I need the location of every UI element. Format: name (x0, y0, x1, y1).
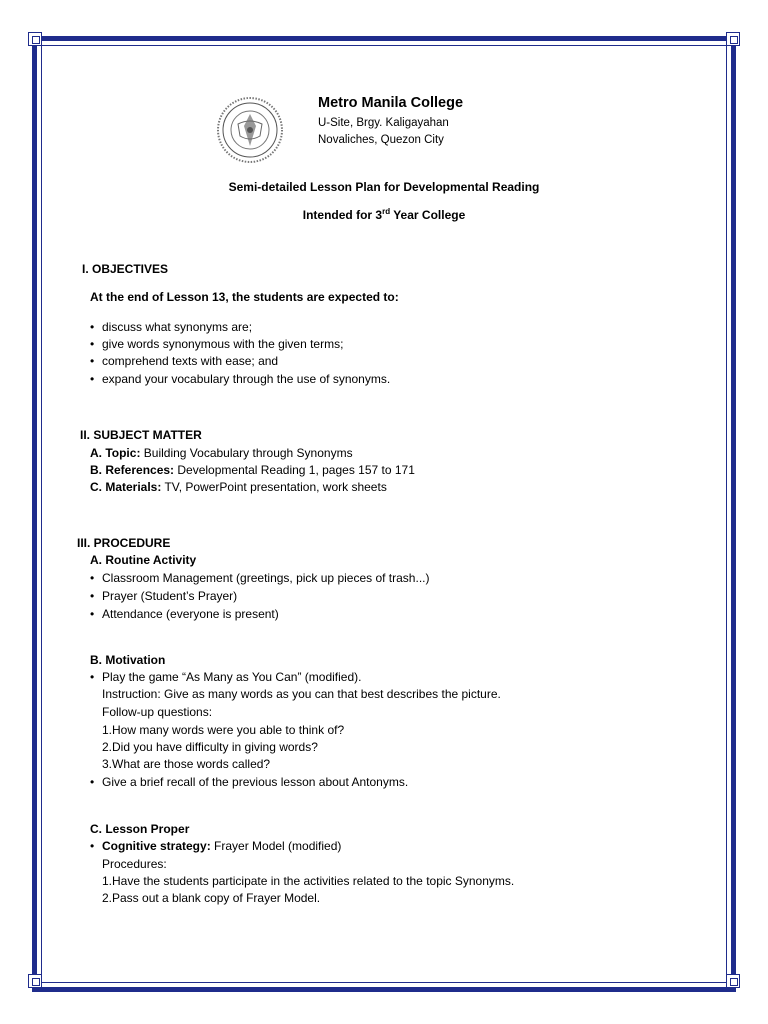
college-address-line1: U-Site, Brgy. Kaligayahan (318, 117, 449, 129)
references-value: Developmental Reading 1, pages 157 to 171 (174, 463, 415, 477)
motivation-game: • Play the game “As Many as You Can” (modified). (102, 669, 361, 685)
motivation-question: 2.Did you have difficulty in giving words? (102, 740, 318, 754)
college-info (318, 94, 578, 149)
subsection-heading-lesson-proper: C. Lesson Proper (90, 822, 190, 836)
border-corner-ornament (726, 32, 740, 46)
references-label: B. References: (90, 463, 175, 477)
subsection-heading-motivation: B. Motivation (90, 653, 166, 667)
border-corner-ornament (726, 974, 740, 988)
lesson-step: 2.Pass out a blank copy of Frayer Model. (102, 891, 321, 905)
college-address-line2: Novaliches, Quezon City (318, 134, 444, 146)
strategy-label: Cognitive strategy: (102, 839, 211, 853)
subject-topic (90, 445, 353, 461)
objectives-intro: At the end of Lesson 13, the students are expected to: (90, 290, 399, 304)
routine-item: • Classroom Management (greetings, pick up pieces of trash...) (102, 570, 429, 586)
section-heading-procedure: III. PROCEDURE (77, 536, 171, 550)
subsection-heading-routine: A. Routine Activity (90, 553, 197, 567)
routine-item: • Prayer (Student’s Prayer) (102, 588, 237, 604)
subject-references (90, 462, 415, 478)
objective-item: • give words synonymous with the given terms; (102, 336, 343, 352)
subject-materials (90, 479, 387, 495)
border-corner-ornament (28, 974, 42, 988)
materials-value: TV, PowerPoint presentation, work sheets (161, 480, 387, 494)
subtitle-text-pre: Intended for 3 (302, 208, 383, 222)
motivation-question: 1.How many words were you able to think of? (102, 723, 345, 737)
motivation-instruction: Instruction: Give as many words as you can that best describes the picture. (102, 687, 501, 701)
lesson-plan-subtitle (0, 207, 768, 222)
subtitle-text-post: Year College (390, 208, 466, 222)
lesson-plan-title: Semi-detailed Lesson Plan for Developmental Reading (228, 180, 540, 194)
materials-label: C. Materials: (90, 480, 162, 494)
subtitle-superscript: rd (382, 207, 391, 216)
lesson-step: 1.Have the students participate in the activities related to the topic Synonyms. (102, 874, 515, 888)
lesson-strategy (102, 838, 341, 854)
border-corner-ornament (28, 32, 42, 46)
motivation-question: 3.What are those words called? (102, 757, 271, 771)
objective-item: • discuss what synonyms are; (102, 319, 252, 335)
objective-item: • comprehend texts with ease; and (102, 353, 278, 369)
strategy-value: Frayer Model (modified) (210, 839, 342, 853)
routine-item: • Attendance (everyone is present) (102, 606, 279, 622)
section-heading-objectives: I. OBJECTIVES (82, 262, 169, 276)
college-seal-logo (216, 96, 284, 164)
section-heading-subject-matter: II. SUBJECT MATTER (80, 428, 202, 442)
motivation-recall: • Give a brief recall of the previous lesson about Antonyms. (102, 774, 408, 790)
college-name: Metro Manila College (318, 95, 464, 111)
objective-item: • expand your vocabulary through the use of synonyms. (102, 371, 390, 387)
topic-value: Building Vocabulary through Synonyms (140, 446, 353, 460)
lesson-procedures-label: Procedures: (102, 857, 167, 871)
topic-label: A. Topic: (90, 446, 141, 460)
motivation-followup-label: Follow-up questions: (102, 705, 213, 719)
